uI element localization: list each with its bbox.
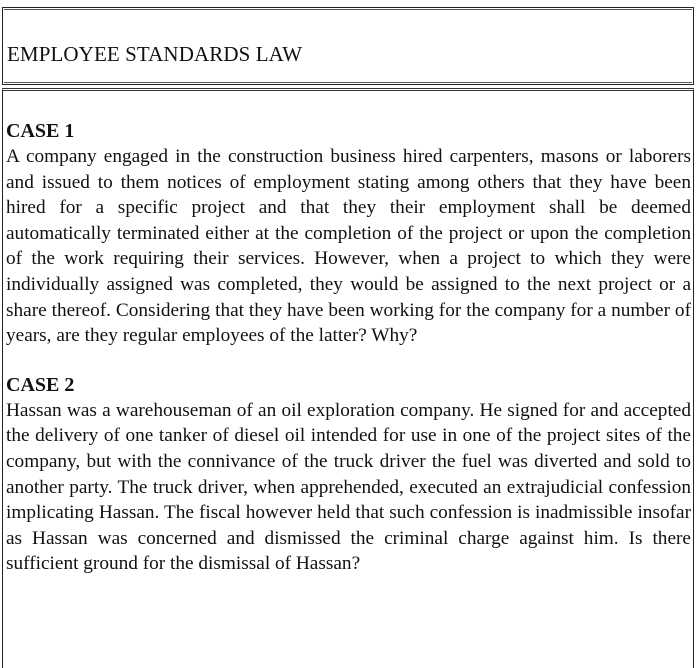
document-title: EMPLOYEE STANDARDS LAW — [7, 42, 303, 66]
case-1-heading: CASE 1 — [6, 120, 75, 142]
case-2 — [6, 373, 691, 577]
case-1-text: A company engaged in the construction business hired carpenters, masons or laborers and issued to them notices of employment stating among others that they have been hired for a specific project and that they their employment shall be deemed automatically terminated either at the completion of the project or upon the completion of the work requiring their services. However, when a project to which they were individually assigned was completed, they would be assigned to the next project or a share thereof. Considering that they have been working for the company for a number of years, are they regular employees of the latter? Why? — [6, 146, 691, 347]
case-2-text: Hassan was a warehouseman of an oil exploration company. He signed for and accepted the delivery of one tanker of diesel oil intended for use in one of the project sites of the company, but with the connivance of the truck driver the fuel was diverted and sold to another party. The truck driver, when apprehended, executed an extrajudicial confession implicating Hassan. The fiscal however held that such confession is inadmissible insofar as Hassan was concerned and dismissed the criminal charge against him. Is there sufficient ground for the dismissal of Hassan? — [6, 399, 691, 575]
case-1 — [6, 119, 691, 349]
case-content-box — [2, 88, 694, 668]
case-2-heading: CASE 2 — [6, 373, 75, 396]
case-content — [6, 119, 691, 577]
title-box — [2, 7, 694, 85]
